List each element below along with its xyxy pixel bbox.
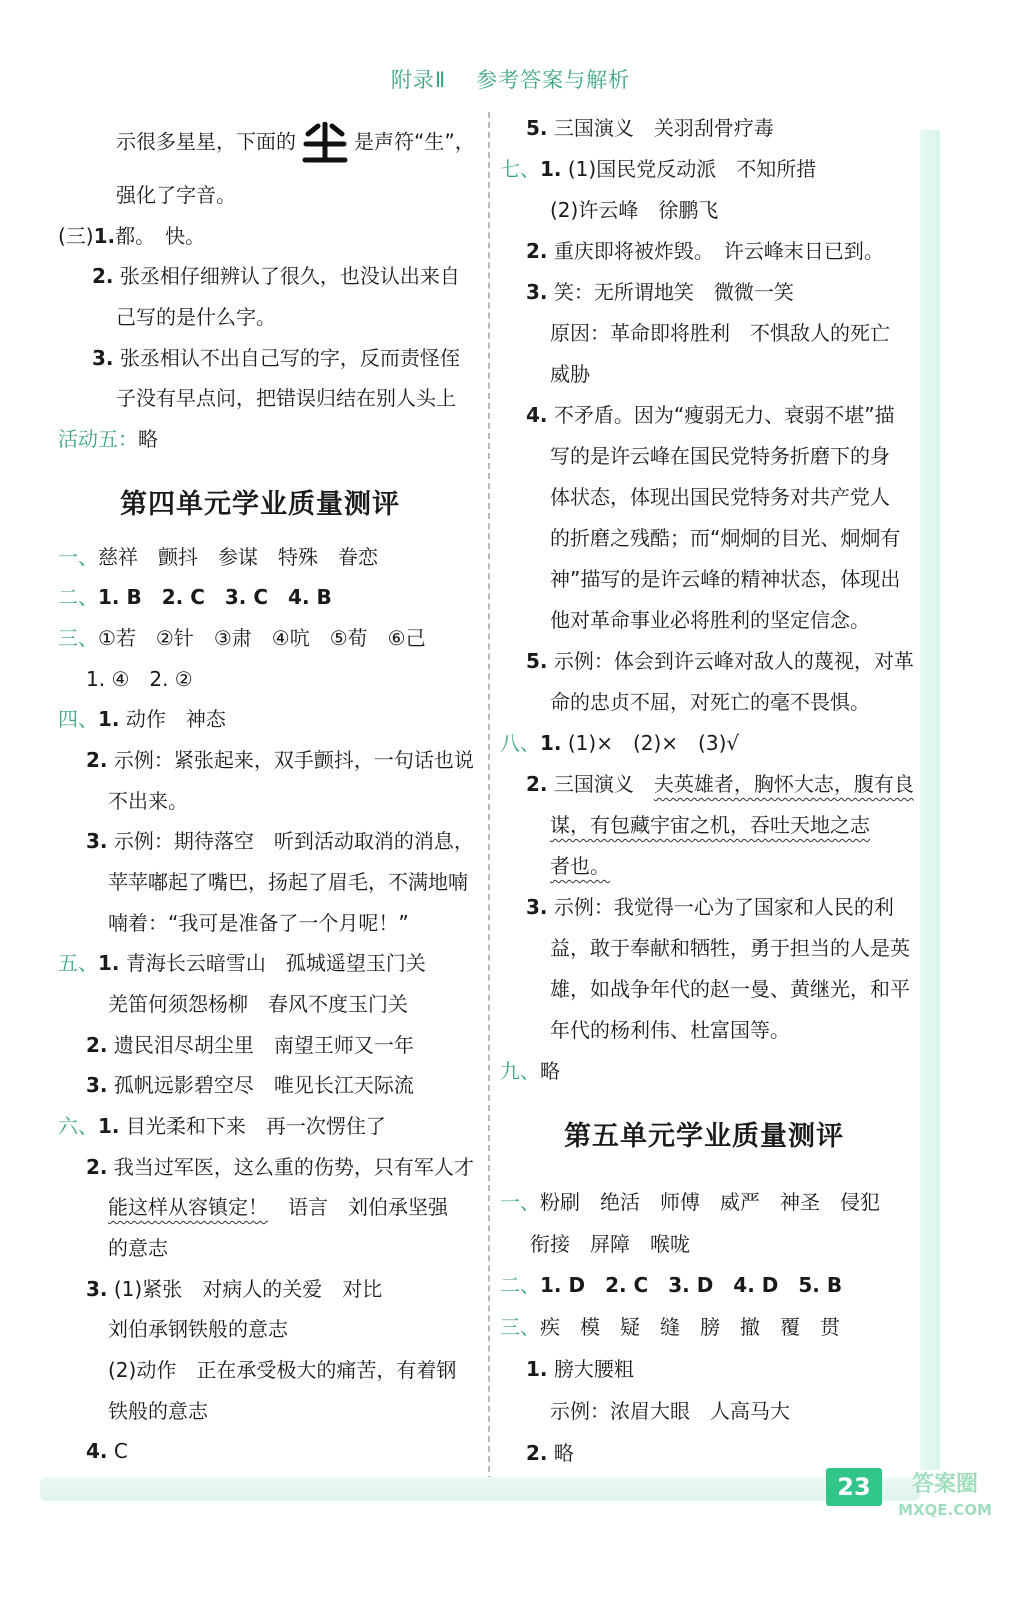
answer-line: 雄，如战争年代的赵一曼、黄继光，和平 — [550, 977, 910, 1001]
answer-line: 三、①若 ②针 ③肃 ④吭 ⑤荀 ⑥己 — [58, 626, 426, 650]
answer-line: 二、1. B 2. C 3. C 4. B — [58, 585, 332, 609]
answer-line: 神”描写的是许云峰的精神状态，体现出 — [550, 567, 901, 591]
answer-line: 2. 张丞相仔细辨认了很久，也没认出来自 — [92, 264, 460, 288]
answer-line: 五、1. 青海长云暗雪山 孤城遥望玉门关 — [58, 951, 426, 975]
page-header — [0, 64, 1021, 94]
answer-line: 喃着：“我可是准备了一个月呢！” — [108, 911, 409, 935]
answer-line: 谋，有包藏宇宙之机，吞吐天地之志 — [550, 813, 870, 837]
header-title: 参考答案与解析 — [476, 68, 631, 92]
answer-line: 2. 遗民泪尽胡尘里 南望王师又一年 — [86, 1033, 414, 1057]
answer-line: 衔接 屏障 喉咙 — [530, 1232, 690, 1256]
answer-line: 命的忠贞不屈，对死亡的毫不畏惧。 — [550, 690, 870, 714]
answer-line: 强化了字音。 — [116, 183, 236, 207]
answer-line: 年代的杨利伟、杜富国等。 — [550, 1018, 790, 1042]
answer-line: 1. 膀大腰粗 — [526, 1357, 634, 1381]
answer-line: 威胁 — [550, 362, 590, 386]
answer-line: 2. 三国演义 夫英雄者，胸怀大志，腹有良 — [526, 772, 914, 796]
answer-line: 不出来。 — [108, 789, 188, 813]
answer-line: 九、略 — [500, 1059, 560, 1083]
ancient-character-glyph — [302, 122, 348, 164]
answer-line: 能这样从容镇定！ 语言 刘伯承坚强 — [108, 1195, 448, 1219]
answer-line: 3. 示例：我觉得一心为了国家和人民的利 — [526, 895, 894, 919]
answer-line: 3. 孤帆远影碧空尽 唯见长江天际流 — [86, 1073, 414, 1097]
answer-line: (三)1.都。 快。 — [58, 224, 206, 248]
answer-line: 八、1. (1)× (2)× (3)√ — [500, 731, 740, 755]
answer-line: (2)许云峰 徐鹏飞 — [550, 198, 719, 222]
answer-line: (2)动作 正在承受极大的痛苦，有着钢 — [108, 1358, 457, 1382]
answer-line: 2. 重庆即将被炸毁。 许云峰末日已到。 — [526, 239, 884, 263]
page-number: 23 — [826, 1468, 882, 1506]
watermark-logo: 答案圈 MXQE.COM — [898, 1472, 992, 1519]
answer-line: 体状态，体现出国民党特务对共产党人 — [550, 485, 890, 509]
answer-line: 2. 我当过军医，这么重的伤势，只有军人才 — [86, 1155, 474, 1179]
answer-line: 示很多星星，下面的 是声符“生”， — [116, 122, 475, 164]
answer-line: 5. 示例：体会到许云峰对敌人的蔑视，对革 — [526, 649, 914, 673]
section-title-unit5: 第五单元学业质量测评 — [564, 1121, 844, 1152]
answer-line: 5. 三国演义 关羽刮骨疗毒 — [526, 116, 774, 140]
column-divider — [488, 112, 490, 1482]
answer-line: 者也。 — [550, 854, 610, 878]
answer-line: 3. 示例：期待落空 听到活动取消的消息， — [86, 829, 474, 853]
answer-line: 4. 不矛盾。因为“瘦弱无力、衰弱不堪”描 — [526, 403, 895, 427]
answer-line: 写的是许云峰在国民党特务折磨下的身 — [550, 444, 890, 468]
section-title-unit4: 第四单元学业质量测评 — [120, 489, 400, 520]
answer-line: 六、1. 目光柔和下来 再一次愣住了 — [58, 1114, 386, 1138]
answer-line: 子没有早点问，把错误归结在别人头上 — [116, 386, 456, 410]
answer-line: 示例：浓眉大眼 人高马大 — [550, 1399, 790, 1423]
header-appendix: 附录Ⅱ — [390, 68, 447, 92]
answer-line: 四、1. 动作 神态 — [58, 707, 226, 731]
answer-line: 4. C — [86, 1439, 128, 1463]
answer-line: 七、1. (1)国民党反动派 不知所措 — [500, 157, 817, 181]
answer-line: 的折磨之残酷；而“炯炯的目光、炯炯有 — [550, 526, 901, 550]
answer-line: 己写的是什么字。 — [116, 305, 276, 329]
answer-line: 益，敢于奉献和牺牲，勇于担当的人是英 — [550, 936, 910, 960]
answer-line: 一、粉刷 绝活 师傅 威严 神圣 侵犯 — [500, 1190, 880, 1214]
answer-line: 刘伯承钢铁般的意志 — [108, 1317, 288, 1341]
answer-line: 苹苹嘟起了嘴巴，扬起了眉毛，不满地喃 — [108, 870, 468, 894]
answer-line: 活动五：略 — [58, 427, 158, 451]
answer-line: 3. 张丞相认不出自己写的字，反而责怪侄 — [92, 346, 460, 370]
decor-band-right — [920, 130, 940, 1470]
answer-line: 羌笛何须怨杨柳 春风不度玉门关 — [108, 992, 408, 1016]
answer-line: 的意志 — [108, 1236, 168, 1260]
answer-line: 2. 示例：紧张起来，双手颤抖，一句话也说 — [86, 748, 474, 772]
answer-line: 原因：革命即将胜利 不惧敌人的死亡 — [550, 321, 890, 345]
answer-line: 2. 略 — [526, 1441, 574, 1465]
answer-line: 1. ④ 2. ② — [86, 667, 193, 691]
answer-line: 二、1. D 2. C 3. D 4. D 5. B — [500, 1273, 843, 1297]
answer-line: 一、慈祥 颤抖 参谋 特殊 眷恋 — [58, 545, 378, 569]
answer-line: 3. 笑：无所谓地笑 微微一笑 — [526, 280, 794, 304]
answer-line: 铁般的意志 — [108, 1399, 208, 1423]
decor-band-bottom — [40, 1477, 920, 1501]
answer-line: 他对革命事业必将胜利的坚定信念。 — [550, 608, 870, 632]
answer-line: 3. (1)紧张 对病人的关爱 对比 — [86, 1277, 383, 1301]
answer-line: 三、疾 模 疑 缝 膀 撤 覆 贯 — [500, 1315, 840, 1339]
